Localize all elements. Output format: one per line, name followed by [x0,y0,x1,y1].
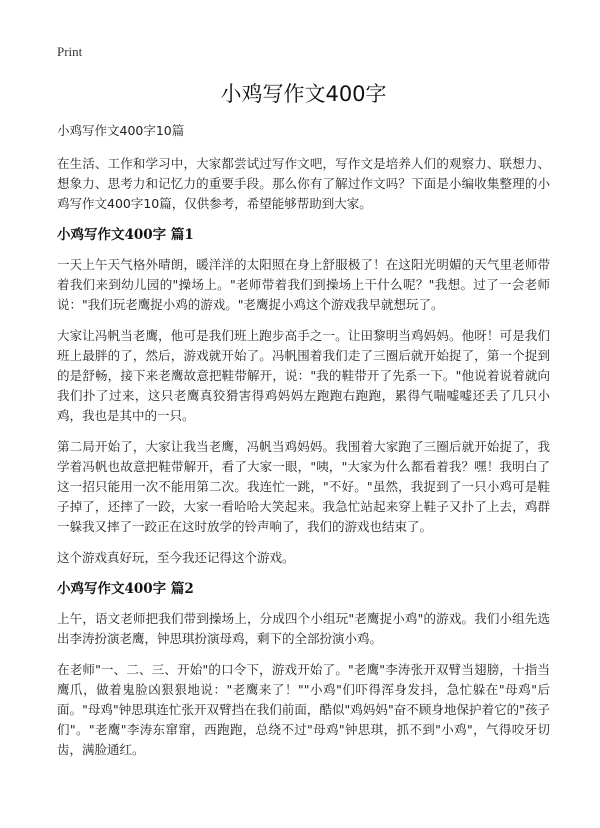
section-1-heading: 小鸡写作文400字 篇1 [57,227,194,243]
intro-paragraph: 在生活、工作和学习中，大家都尝试过写作文吧，写作文是培养人们的观察力、联想力、想象力、思考力和记忆力的重要手段。那么你有了解过作文吗？下面是小编收集整理的小鸡写作文400字10篇，仅供参考，希望能够帮助到大家。 [57,156,550,211]
section-2-heading: 小鸡写作文400字 篇2 [57,581,194,597]
section-1-paragraph-2: 大家让冯帆当老鹰，他可是我们班上跑步高手之一。让田黎明当鸡妈妈。他呀！可是我们班上最胖的了，然后，游戏就开始了。冯帆围着我们走了三圈后就开始捉了，第一个捉到的是舒畅，接下来老鹰故意把鞋带解开，说："我的鞋带开了先系一下。"他说着说着就向我们扑了过来，这只老鹰真狡猾害得鸡妈妈左跑跑右跑跑，累得气喘嘘嘘还丢了几只小鸡，我也是其中的一只。 [57,328,550,423]
document-subtitle: 小鸡写作文400字10篇 [57,123,185,138]
section-1-paragraph-3: 第二局开始了，大家让我当老鹰，冯帆当鸡妈妈。我围着大家跑了三圈后就开始捉了，我学着冯帆也故意把鞋带解开，看了大家一眼，"咦，"大家为什么都看着我？嘿！我明白了这一招只能用一次不能用第二次。我连忙一跳，"不好。"虽然，我捉到了一只小鸡可是鞋子掉了，还摔了一跤，大家一看哈哈大笑起来。我急忙站起来穿上鞋子又扑了上去，鸡群一躲我又摔了一跤正在这时放学的铃声响了，我们的游戏也结束了。 [57,439,550,534]
print-link[interactable]: Print [57,44,83,59]
page-title: 小鸡写作文400字 [220,82,387,106]
section-1-paragraph-1: 一天上午天气格外晴朗，暖洋洋的太阳照在身上舒服极了！在这阳光明媚的天气里老师带着我们来到幼儿园的"操场上。"老师带着我们到操场上干什么呢？"我想。过了一会老师说："我们玩老鹰捉小鸡的游戏。"老鹰捉小鸡这个游戏我早就想玩了。 [57,257,550,312]
section-1-paragraph-4: 这个游戏真好玩，至今我还记得这个游戏。 [57,550,295,565]
section-2-paragraph-2: 在老师"一、二、三、开始"的口令下，游戏开始了。"老鹰"李涛张开双臂当翅膀，十指当鹰爪，做着鬼脸凶狠狠地说："老鹰来了！""小鸡"们吓得浑身发抖，急忙躲在"母鸡"后面。"母鸡"钟思琪连忙张开双臂挡在我们前面，酷似"鸡妈妈"奋不顾身地保护着它的"孩子们"。"老鹰"李涛东窜窜，西跑跑，总绕不过"母鸡"钟思琪，抓不到"小鸡"，气得咬牙切齿，满脸通红。 [57,662,550,757]
section-2-paragraph-1: 上午，语文老师把我们带到操场上，分成四个小组玩"老鹰捉小鸡"的游戏。我们小组先选出李涛扮演老鹰，钟思琪扮演母鸡，剩下的全部扮演小鸡。 [57,611,550,646]
